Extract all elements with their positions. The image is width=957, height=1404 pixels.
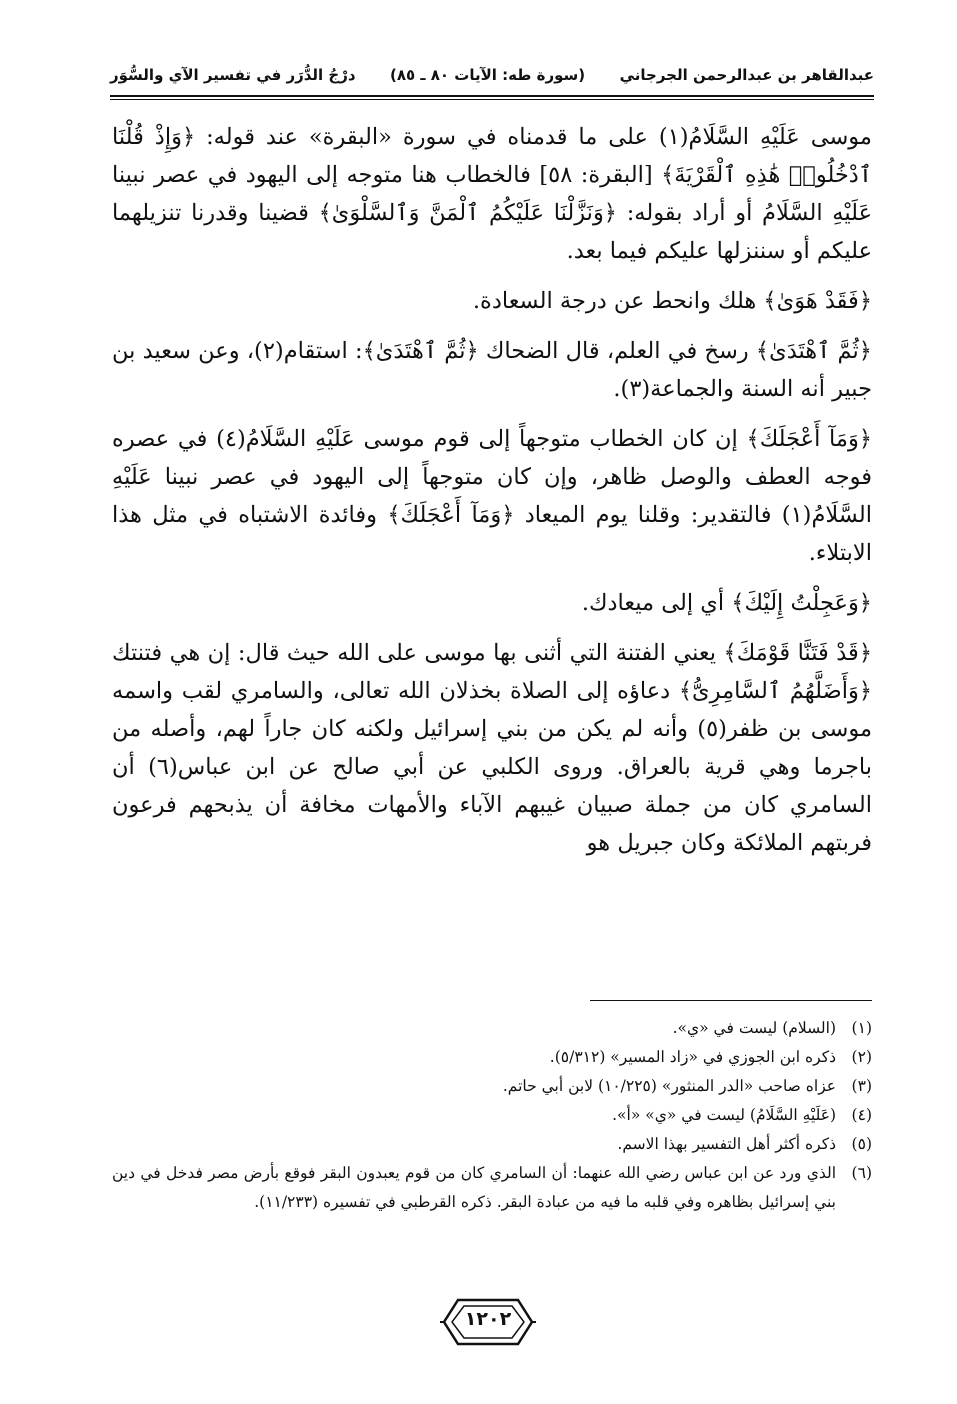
footnotes: [112, 1014, 872, 1217]
paragraph: موسى عَلَيْهِ السَّلَامُ(١) على ما قدمناه في سورة «البقرة» عند قوله: ﴿وَإِذْ قُلْنَا ٱدْخُلُوا۟ هَٰذِهِ ٱلْقَرْيَةَ﴾ [البقرة: ٥٨] فالخطاب هنا متوجه إلى اليهود في عصر نبينا عَلَيْهِ السَّلَامُ أو أراد بقوله: ﴿وَنَزَّلْنَا عَلَيْكُمُ ٱلْمَنَّ وَٱلسَّلْوَىٰ﴾ قضينا وقدرنا تنزيلهما عليكم أو سننزلها عليكم فيما بعد.: [112, 124, 873, 264]
footnote-number: (١): [851, 1019, 872, 1037]
header-rule-thin: [110, 99, 874, 100]
page-number: ١٢٠٢: [464, 1308, 512, 1330]
running-header: [110, 58, 874, 92]
footnote: [112, 1159, 872, 1217]
footnote-number: (٢): [851, 1048, 872, 1066]
paragraph: ﴿قَدْ فَتَنَّا قَوْمَكَ﴾ يعني الفتنة التي أثنى بها موسى على الله حيث قال: إن هي فتنتك ﴿وَأَضَلَّهُمُ ٱلسَّامِرِىُّ﴾ دعاؤه إلى الصلاة بخذلان الله تعالى، والسامري لقب واسمه موسى بن ظفر(٥) وأنه لم يكن من بني إسرائيل ولكنه كان جاراً لهم، وأصله من باجرما وهي قرية بالعراق. وروى الكلبي عن أبي صالح عن ابن عباس(٦) أن السامري كان من جملة صبيان غيبهم الآباء والأمهات مخافة أن يذبحهم فرعون فربتهم الملائكة وكان جبريل هو: [112, 640, 872, 856]
footnote-number: (٣): [851, 1077, 872, 1095]
paragraph: ﴿وَعَجِلْتُ إِلَيْكَ﴾ أي إلى ميعادك.: [581, 590, 872, 616]
footnote-number: (٥): [851, 1135, 872, 1153]
header-section: (سورة طه: الآيات ٨٠ ـ ٨٥): [390, 66, 586, 84]
main-text: [112, 118, 872, 870]
footnote: [112, 1130, 872, 1159]
footnote-text: ذكره أكثر أهل التفسير بهذا الاسم.: [617, 1135, 836, 1153]
footnote-separator: [590, 1000, 872, 1001]
header-book-title: درْجُ الدُّرَر في تفسير الآي والسُّوَر: [110, 66, 356, 84]
paragraph: ﴿ثُمَّ ٱهْتَدَىٰ﴾ رسخ في العلم، قال الضحاك ﴿ثُمَّ ٱهْتَدَىٰ﴾: استقام(٢)، وعن سعيد بن جبير أنه السنة والجماعة(٣).: [112, 338, 872, 402]
footnote-text: (السلام) ليست في «ي».: [672, 1019, 836, 1037]
footnote-text: الذي ورد عن ابن عباس رضي الله عنهما: أن السامري كان من قوم يعبدون البقر فوقع بأرض مصر فدخل في دين بني إسرائيل بظاهره وفي قلبه ما فيه من عبادة البقر. ذكره القرطبي في تفسيره (١١/٢٣٣).: [112, 1164, 836, 1211]
footnote: [112, 1043, 872, 1072]
footnote-text: عزاه صاحب «الدر المنثور» (١٠/٢٢٥) لابن أبي حاتم.: [502, 1077, 836, 1095]
footnote-text: ذكره ابن الجوزي في «زاد المسير» (٥/٣١٢).: [549, 1048, 836, 1066]
footnote-text: (عَلَيْهِ السَّلَامُ) ليست في «ي» «أ».: [612, 1106, 836, 1124]
footnote: [112, 1072, 872, 1101]
footnote: [112, 1014, 872, 1043]
page-number-ornament: [440, 1296, 536, 1348]
footnote-number: (٦): [851, 1164, 872, 1182]
footnote-number: (٤): [851, 1106, 872, 1124]
header-author: عبدالقاهر بن عبدالرحمن الجرجاني: [619, 66, 874, 84]
footnote: [112, 1101, 872, 1130]
paragraph: ﴿وَمَآ أَعْجَلَكَ﴾ إن كان الخطاب متوجهاً إلى قوم موسى عَلَيْهِ السَّلَامُ(٤) في عصره فوجه العطف والوصل ظاهر، وإن كان متوجهاً إلى اليهود في عصر نبينا عَلَيْهِ السَّلَامُ(١) فالتقدير: وقلنا يوم الميعاد ﴿وَمَآ أَعْجَلَكَ﴾ وفائدة الاشتباه في مثل هذا الابتلاء.: [112, 426, 872, 566]
paragraph: ﴿فَقَدْ هَوَىٰ﴾ هلك وانحط عن درجة السعادة.: [472, 288, 872, 314]
header-rule: [110, 95, 874, 97]
